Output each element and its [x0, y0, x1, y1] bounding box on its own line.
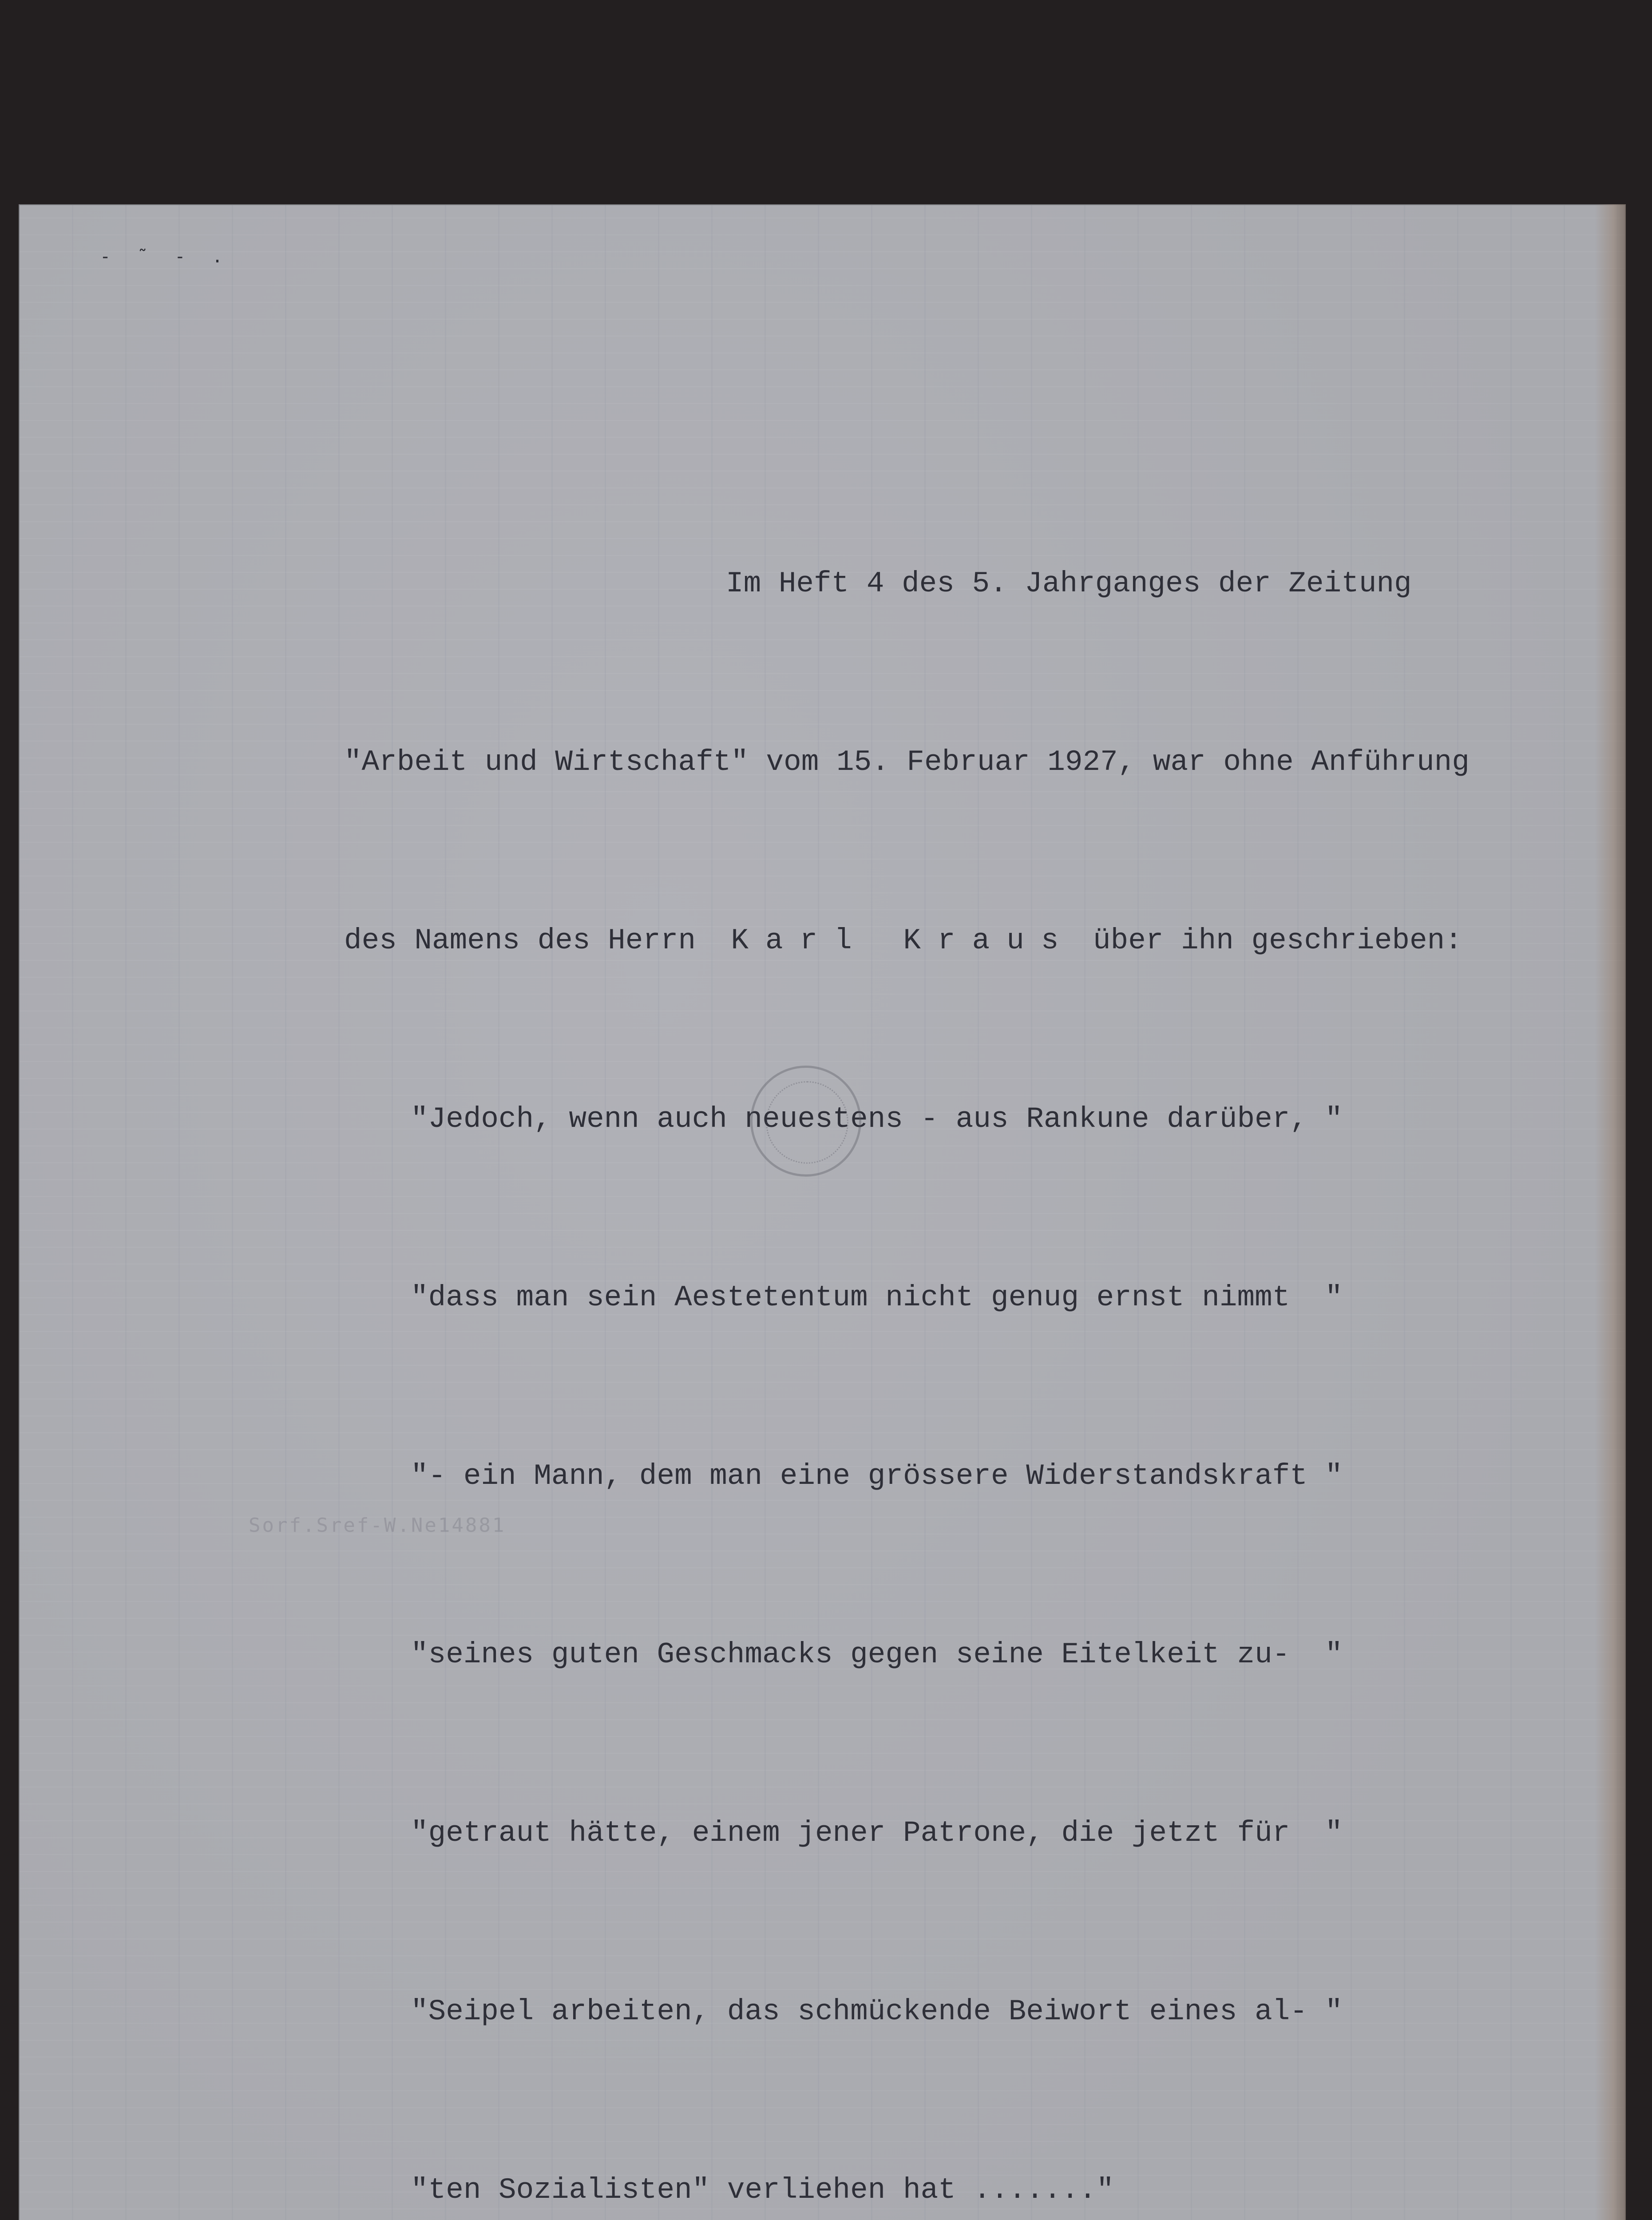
quote-line-2: "dass man sein Aestetentum nicht genug ernst nimmt "	[411, 1281, 1343, 1314]
quote-line-5: "getraut hätte, einem jener Patrone, die jetzt für "	[411, 1816, 1343, 1850]
text-line-3	[344, 911, 1522, 971]
typed-text-block	[344, 435, 1522, 2220]
text-segment-ueber: über ihn geschrieben:	[1093, 924, 1462, 957]
ink-stamp-seal	[750, 1066, 861, 1177]
quote-line-1: "Jedoch, wenn auch neuestens - aus Rankune darüber, "	[411, 1102, 1343, 1136]
text-line-2: "Arbeit und Wirtschaft" vom 15. Februar 1927, war ohne Anführung	[344, 745, 1470, 779]
faint-stamp-text: Sorf.Sref-W.Ne14881	[249, 1514, 506, 1537]
text-segment-herrn: des Namens des Herrn	[344, 924, 696, 957]
corner-marks: - ˜ - .	[100, 246, 231, 267]
text-line-1: Im Heft 4 des 5. Jahrganges der Zeitung	[726, 567, 1412, 600]
quote-line-3: "- ein Mann, dem man eine grössere Widerstandskraft "	[411, 1459, 1343, 1493]
name-karl-kraus: Karl Kraus	[731, 924, 1076, 957]
quote-line-6: "Seipel arbeiten, das schmückende Beiwort eines al- "	[411, 1995, 1343, 2028]
quote-line-7: "ten Sozialisten" verliehen hat ......."	[411, 2173, 1114, 2207]
quote-line-4: "seines guten Geschmacks gegen seine Eitelkeit zu- "	[411, 1638, 1343, 1671]
paper-edge-right	[1595, 204, 1626, 2220]
